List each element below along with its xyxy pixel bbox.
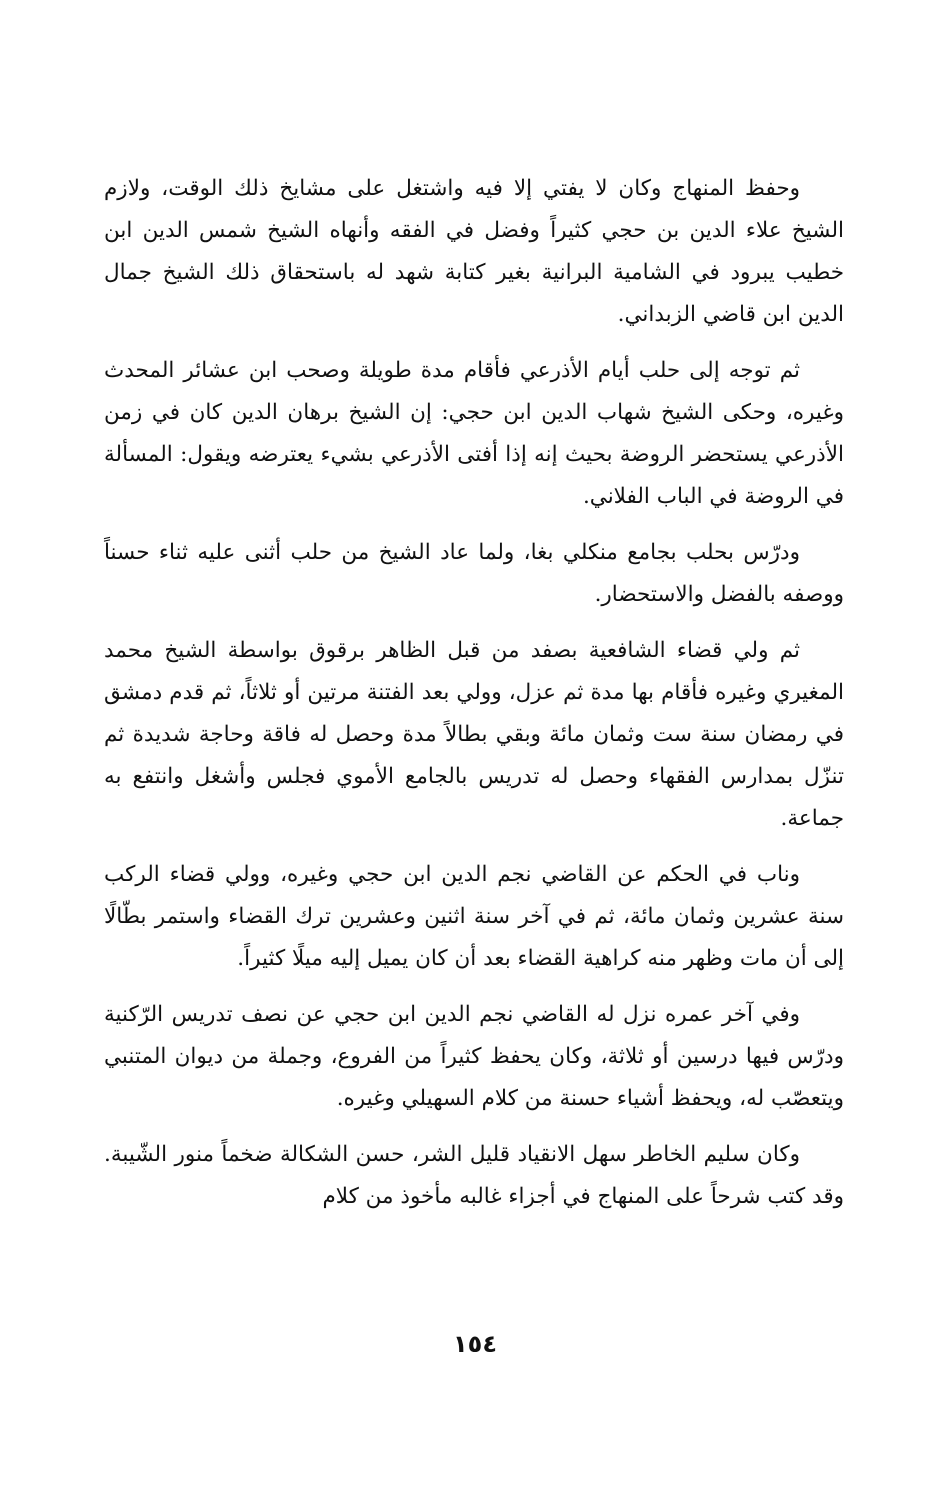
body-text bbox=[104, 168, 844, 1232]
paragraph-2: ثم توجه إلى حلب أيام الأذرعي فأقام مدة طويلة وصحب ابن عشائر المحدث وغيره، وحكى الشيخ شهاب الدين ابن حجي: إن الشيخ برهان الدين كان في زمن الأذرعي يستحضر الروضة بحيث إنه إذا أفتى الأذرعي بشيء يعترضه ويقول: المسألة في الروضة في الباب الفلاني. bbox=[104, 358, 844, 509]
paragraph-4: ثم ولي قضاء الشافعية بصفد من قبل الظاهر برقوق بواسطة الشيخ محمد المغيري وغيره فأقام بها مدة ثم عزل، وولي بعد الفتنة مرتين أو ثلاثاً، ثم قدم دمشق في رمضان سنة ست وثمان مائة وبقي بطالاً مدة وحصل له فاقة وحاجة شديدة ثم تنزّل بمدارس الفقهاء وحصل له تدريس بالجامع الأموي فجلس وأشغل وانتفع به جماعة. bbox=[104, 638, 844, 831]
paragraph-5: وناب في الحكم عن القاضي نجم الدين ابن حجي وغيره، وولي قضاء الركب سنة عشرين وثمان مائة، ثم في آخر سنة اثنين وعشرين ترك القضاء واستمر بطّالًا إلى أن مات وظهر منه كراهية القضاء بعد أن كان يميل إليه ميلًا كثيراً. bbox=[104, 862, 844, 971]
paragraph-1: وحفظ المنهاج وكان لا يفتي إلا فيه واشتغل على مشايخ ذلك الوقت، ولازم الشيخ علاء الدين بن حجي كثيراً وفضل في الفقه وأنهاه الشيخ شمس الدين ابن خطيب يبرود في الشامية البرانية بغير كتابة شهد له باستحقاق ذلك الشيخ جمال الدين ابن قاضي الزبداني. bbox=[104, 176, 845, 327]
page-number: ١٥٤ bbox=[453, 1330, 497, 1358]
paragraph-3: ودرّس بحلب بجامع منكلي بغا، ولما عاد الشيخ من حلب أثنى عليه ثناء حسناً ووصفه بالفضل والاستحضار. bbox=[104, 540, 844, 607]
paragraph-6: وفي آخر عمره نزل له القاضي نجم الدين ابن حجي عن نصف تدريس الرّكنية ودرّس فيها درسين أو ثلاثة، وكان يحفظ كثيراً من الفروع، وجملة من ديوان المتنبي ويتعصّب له، ويحفظ أشياء حسنة من كلام السهيلي وغيره. bbox=[104, 1002, 844, 1111]
paragraph-7: وكان سليم الخاطر سهل الانقياد قليل الشر، حسن الشكالة ضخماً منور الشّيبة. وقد كتب شرحاً على المنهاج في أجزاء غالبه مأخوذ من كلام bbox=[104, 1142, 844, 1209]
